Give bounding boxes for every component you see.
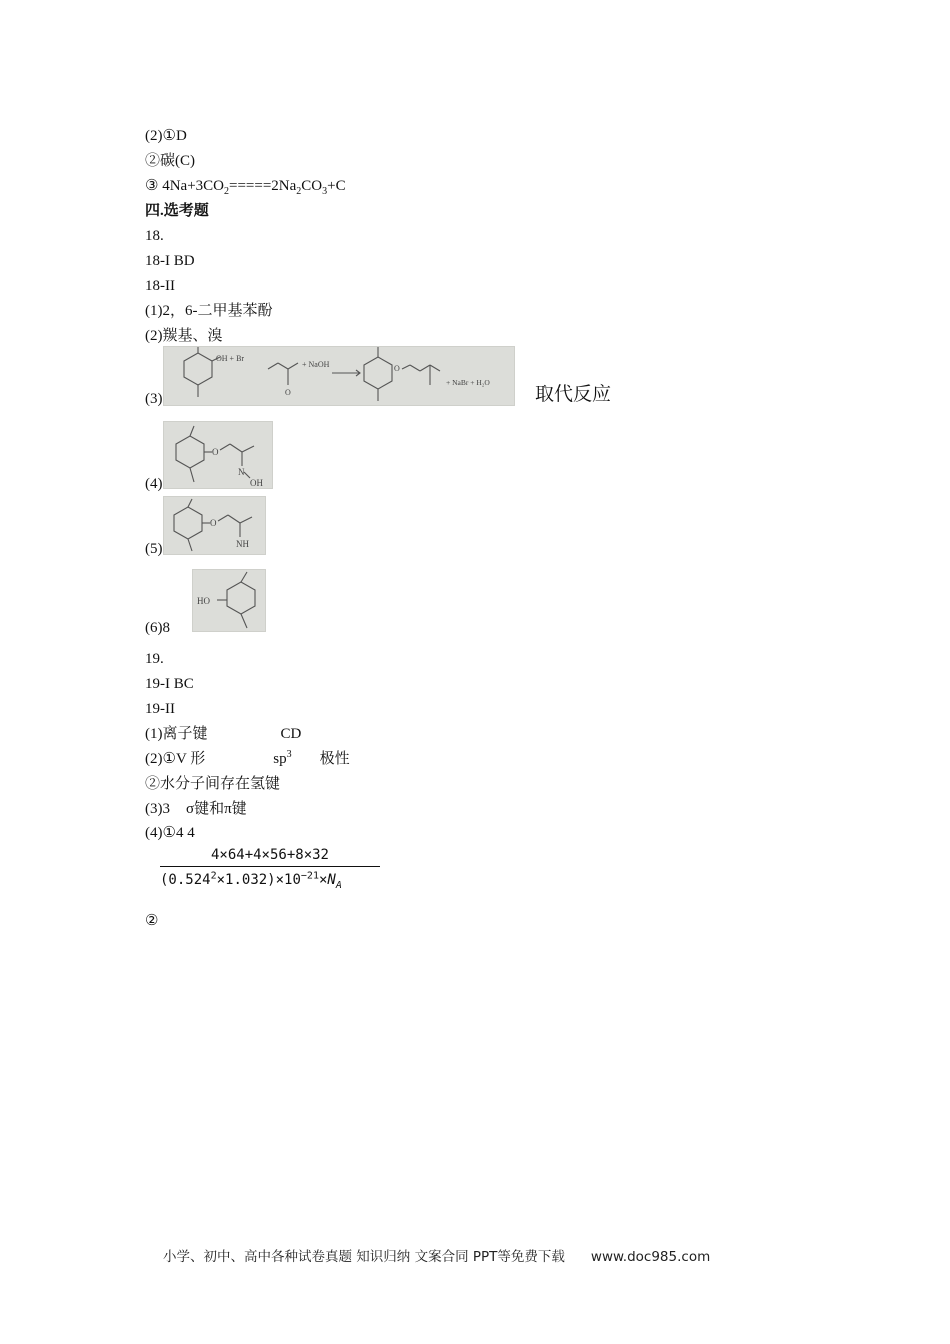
superscript: 3 [286,749,292,760]
question-number: 18. [145,228,164,244]
answer-part: sp [273,751,287,767]
eq-part: =====2Na [228,178,297,194]
den-sup: −21 [300,870,319,882]
eq-label: + NaBr + H₂O [446,378,490,387]
formula-numerator: 4×64+4×56+8×32 [210,847,329,863]
answer-line: (2)①D [145,128,187,144]
reaction-equation-image [163,346,515,406]
answer-line [145,750,350,768]
answer-line: 18-I BD [145,253,195,269]
eq-label: O [394,364,400,373]
density-formula [160,844,380,893]
eq-sub: 2 [296,186,302,197]
answer-line: ② [145,913,159,929]
answer-part: (3)3 [145,801,170,817]
section-heading: 四.选考题 [145,203,209,219]
answer-label: (4) [145,476,163,492]
answer-line: 19-II [145,701,175,717]
den-part: (0.524 [160,872,211,888]
answer-part: (1)离子键 [145,726,208,742]
answer-part: 极性 [319,751,350,767]
answer-label: (3) [145,391,163,407]
den-part: ×1.032)×10 [216,872,301,888]
eq-sub: 3 [322,186,328,197]
answer-line: (2)羰基、溴 [145,328,223,344]
formula-denominator [160,867,380,893]
answer-part: (2)①V 形 [145,751,206,767]
structure-image-6 [192,569,266,632]
footer-text: 小学、初中、高中各种试卷真题 知识归纳 文案合同 PPT等免费下载 [163,1249,565,1265]
structure-label: N [238,467,245,477]
footer-site: www.doc985.com [590,1249,711,1265]
eq-part: CO [301,178,323,194]
structure-label: OH [250,478,263,488]
answer-line: (1)2，6-二甲基苯酚 [145,303,273,319]
answer-line [145,800,247,818]
answer-part: CD [280,726,302,742]
den-sub: A [335,879,342,891]
eq-part: ③ 4Na+3CO [145,178,224,194]
answer-line: (4)①4 4 [145,825,195,841]
structure-label: HO [197,596,210,606]
den-sup: 2 [210,870,217,882]
answer-line: 19-I BC [145,676,194,692]
structure-label: NH [236,539,249,549]
eq-label: + NaOH [302,360,330,369]
equation-line [145,177,346,195]
question-number: 19. [145,651,164,667]
structure-label: O [212,447,219,457]
eq-label: OH + Br [216,354,245,363]
answer-label: (5) [145,541,163,557]
den-part: ×N [318,872,336,888]
eq-sub: 2 [223,186,229,197]
answer-part: σ键和π键 [186,801,247,817]
structure-image-4 [163,421,273,489]
structure-label: O [210,518,217,528]
eq-part: +C [327,178,346,194]
reaction-type: 取代反应 [535,384,612,405]
answer-line: ②水分子间存在氢键 [145,776,281,792]
structure-image-5 [163,496,266,555]
answer-label: (6)8 [145,620,170,636]
eq-label: O [285,388,291,397]
answer-line [145,725,301,743]
footer [163,1245,710,1265]
answer-line: 18-II [145,278,175,294]
answer-line: ②碳(C) [145,153,195,169]
